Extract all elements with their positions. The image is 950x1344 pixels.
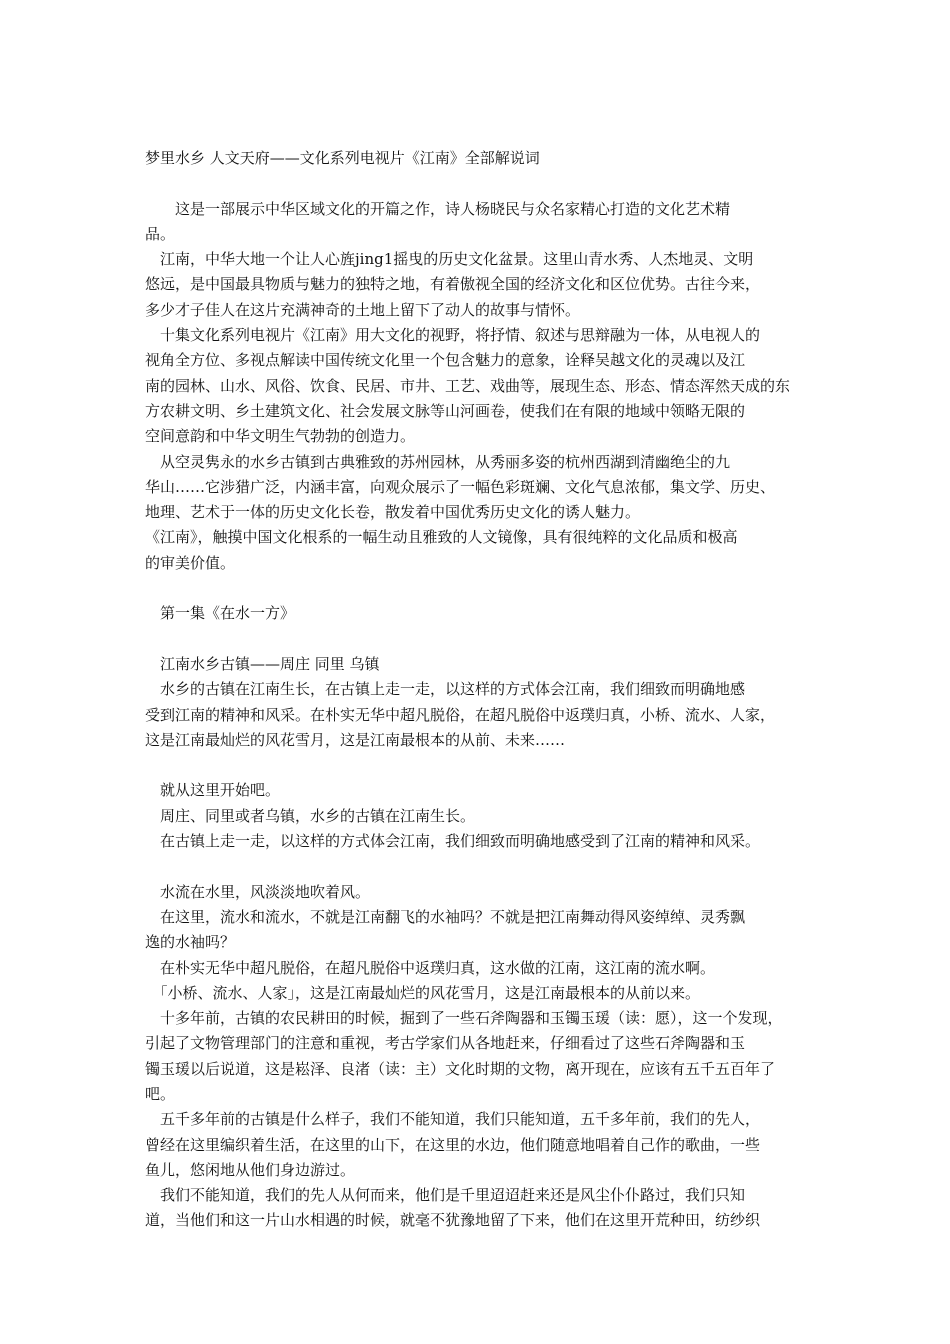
text-line: 曾经在这里编织着生活，在这里的山下，在这里的水边，他们随意地唱着自己作的歌曲，一些 <box>145 1135 761 1154</box>
text-line: 道，当他们和这一片山水相遇的时候，就毫不犹豫地留了下来，他们在这里开荒种田，纺纱织 <box>145 1211 761 1230</box>
blank-line <box>145 627 815 652</box>
document-title: 梦里水乡 人文天府——文化系列电视片《江南》全部解说词 <box>145 149 540 167</box>
document-body <box>145 146 815 1234</box>
text-line: 南的园林、山水、风俗、饮食、民居、市井、工艺、戏曲等，展现生态、形态、情态浑然天成的东 <box>145 376 791 395</box>
text-line: 多少才子佳人在这片充满神奇的土地上留下了动人的故事与情怀。 <box>145 300 581 319</box>
text-line: 品。 <box>145 224 176 243</box>
blank-line <box>145 753 815 778</box>
text-line: 从空灵隽永的水乡古镇到古典雅致的苏州园林，从秀丽多姿的杭州西湖到清幽绝尘的九 <box>145 452 731 471</box>
text-line: 空间意韵和中华文明生气勃勃的创造力。 <box>145 427 416 446</box>
text-line: 水流在水里，风淡淡地吹着风。 <box>145 882 371 901</box>
text-line: 在朴实无华中超凡脱俗，在超凡脱俗中返璞归真，这水做的江南，这江南的流水啊。 <box>145 958 716 977</box>
text-line: 在古镇上走一走，以这样的方式体会江南，我们细致而明确地感受到了江南的精神和风采。 <box>145 832 761 851</box>
text-line: 江南水乡古镇——周庄 同里 乌镇 <box>145 654 380 673</box>
text-line: 华山……它涉猎广泛，内涵丰富，向观众展示了一幅色彩斑斓、文化气息浓郁，集文学、历史、 <box>145 477 776 496</box>
text-line: 视角全方位、多视点解读中国传统文化里一个包含魅力的意象，诠释吴越文化的灵魂以及江 <box>145 351 746 370</box>
text-line: 的审美价值。 <box>145 553 236 572</box>
text-line: 十集文化系列电视片《江南》用大文化的视野，将抒情、叙述与思辩融为一体，从电视人的 <box>145 326 761 345</box>
text-line: 鱼儿，悠闲地从他们身边游过。 <box>145 1160 356 1179</box>
text-line: 引起了文物管理部门的注意和重视，考古学家们从各地赶来，仔细看过了这些石斧陶器和玉 <box>145 1034 746 1053</box>
text-line: 地理、艺术于一体的历史文化长卷，散发着中国优秀历史文化的诱人魅力。 <box>145 503 641 522</box>
text-line: 方农耕文明、乡土建筑文化、社会发展文脉等山河画卷，使我们在有限的地域中领略无限的 <box>145 401 746 420</box>
text-line: 受到江南的精神和风采。在朴实无华中超凡脱俗，在超凡脱俗中返璞归真，小桥、流水、人家， <box>145 705 776 724</box>
text-line: 这是江南最灿烂的风花雪月，这是江南最根本的从前、未来…… <box>145 730 566 749</box>
blank-line <box>145 854 815 879</box>
text-line: 「小桥、流水、人家」，这是江南最灿烂的风花雪月，这是江南最根本的从前以来。 <box>145 983 701 1002</box>
text-line: 《江南》，触摸中国文化根系的一幅生动且雅致的人文镜像，具有很纯粹的文化品质和极高 <box>145 528 738 547</box>
text-line: 悠远，是中国最具物质与魅力的独特之地，有着傲视全国的经济文化和区位优势。古往今来， <box>145 275 761 294</box>
text-line: 吧。 <box>145 1084 176 1103</box>
text-line: 水乡的古镇在江南生长，在古镇上走一走，以这样的方式体会江南，我们细致而明确地感 <box>145 680 746 699</box>
text-line: 周庄、同里或者乌镇，水乡的古镇在江南生长。 <box>145 806 476 825</box>
blank-line <box>145 576 815 601</box>
text-line: 在这里，流水和流水，不就是江南翻飞的水袖吗？不就是把江南舞动得风姿绰绰、灵秀飘 <box>145 907 746 926</box>
text-line: 这是一部展示中华区域文化的开篇之作，诗人杨晓民与众名家精心打造的文化艺术精 <box>145 199 731 218</box>
text-line: 逸的水袖吗？ <box>145 933 236 952</box>
text-line: 江南，中华大地一个让人心旌jing1摇曳的历史文化盆景。这里山青水秀、人杰地灵、文明 <box>145 250 754 269</box>
text-line: 镯玉瑗以后说道，这是崧泽、良渚（读：主）文化时期的文物，离开现在，应该有五千五百年了 <box>145 1059 776 1078</box>
text-line: 就从这里开始吧。 <box>145 781 281 800</box>
text-line: 十多年前，古镇的农民耕田的时候，掘到了一些石斧陶器和玉镯玉瑗（读：愿），这一个发现， <box>145 1009 783 1028</box>
text-line: 第一集《在水一方》 <box>145 604 296 623</box>
text-line: 我们不能知道，我们的先人从何而来，他们是千里迢迢赶来还是风尘仆仆路过，我们只知 <box>145 1186 746 1205</box>
text-line: 五千多年前的古镇是什么样子，我们不能知道，我们只能知道，五千多年前，我们的先人， <box>145 1110 761 1129</box>
